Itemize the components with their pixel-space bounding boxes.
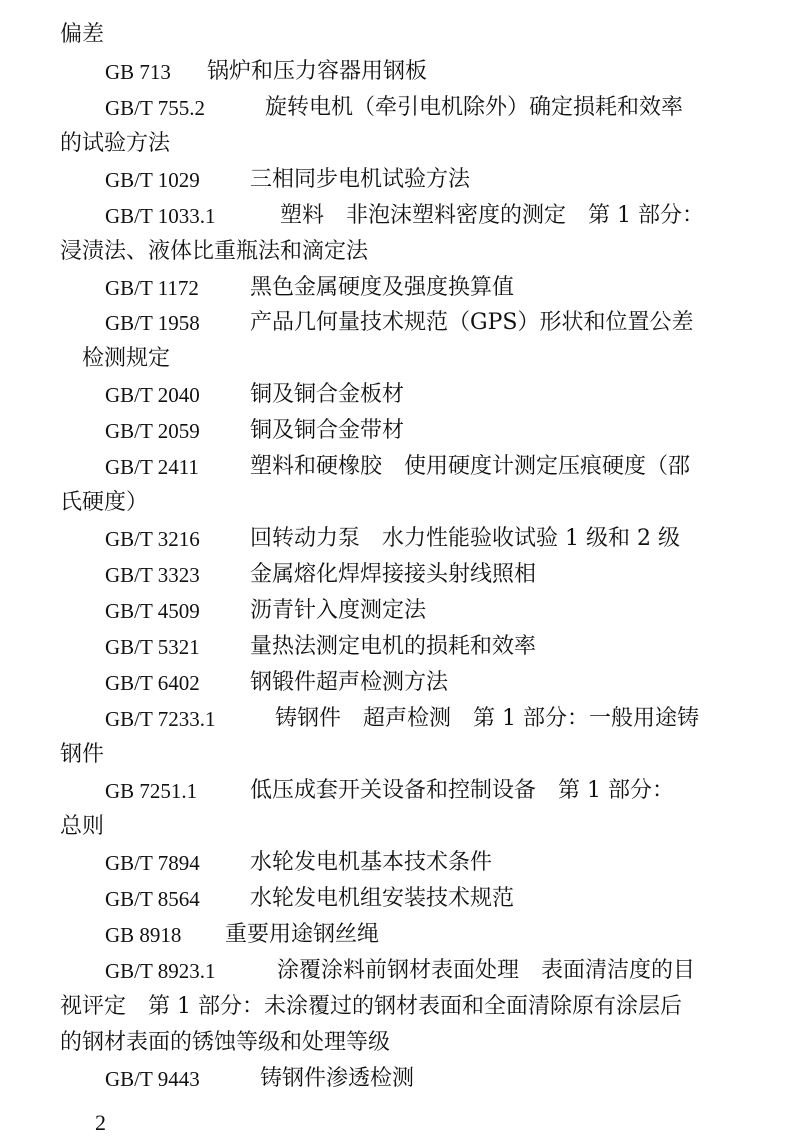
standard-code: GB/T 3323 [105,563,200,587]
standard-continuation [0,1026,790,1060]
standard-code: GB/T 755.2 [105,96,205,120]
standard-title: 量热法测定电机的损耗和效率 [250,634,537,659]
standard-title-continuation: 氏硬度） [60,490,149,515]
standard-title: 黑色金属硬度及强度换算值 [250,275,515,300]
standard-code: GB 8918 [105,923,182,947]
standard-entry [0,450,790,484]
standard-continuation [0,738,790,772]
standard-code: GB/T 1172 [105,276,199,300]
standard-title-continuation: 检测规定 [82,346,171,371]
standard-entry [0,91,790,125]
standard-title: 重要用途钢丝绳 [225,922,380,947]
standard-entry [0,954,790,988]
standard-entry [0,594,790,628]
standard-title: 铸钢件渗透检测 [260,1066,415,1091]
standard-entry [0,630,790,664]
standard-title: 铸钢件 超声检测 第 1 部分：一般用途铸 [275,706,699,731]
standard-entry [0,558,790,592]
standard-entry [0,55,790,89]
standard-title: 产品几何量技术规范（GPS）形状和位置公差 [250,310,694,335]
standard-continuation [0,342,790,376]
standard-continuation [0,486,790,520]
standard-code: GB/T 2040 [105,383,200,407]
standard-entry [0,414,790,448]
standard-title: 沥青针入度测定法 [250,598,427,623]
standard-title: 水轮发电机组安装技术规范 [250,886,515,911]
standard-title: 三相同步电机试验方法 [250,167,471,192]
standard-entry [0,918,790,952]
standard-title: 旋转电机（牵引电机除外）确定损耗和效率 [265,95,684,120]
standard-entry [0,666,790,700]
lead-text: 偏差 [60,22,105,47]
standard-code: GB/T 7894 [105,851,200,875]
standard-code: GB 713 [105,60,171,84]
standard-title: 低压成套开关设备和控制设备 第 1 部分： [250,778,674,803]
standard-entry [0,1062,790,1096]
standard-entry [0,846,790,880]
standard-title-continuation: 浸渍法、液体比重瓶法和滴定法 [60,239,369,264]
standard-code: GB/T 2059 [105,419,200,443]
standard-continuation [0,235,790,269]
standard-title: 塑料和硬橡胶 使用硬度计测定压痕硬度（邵 [250,454,691,479]
standard-title-continuation: 的试验方法 [60,131,171,156]
standard-entry [0,702,790,736]
standard-title: 回转动力泵 水力性能验收试验 1 级和 2 级 [250,526,680,551]
standard-code: GB/T 1033.1 [105,204,216,228]
standard-continuation [0,127,790,161]
standard-code: GB/T 8564 [105,887,200,911]
standard-code: GB/T 1029 [105,168,200,192]
standard-title-continuation: 总则 [60,814,105,839]
standard-title-continuation: 的钢材表面的锈蚀等级和处理等级 [60,1030,391,1055]
standard-title: 锅炉和压力容器用钢板 [207,59,428,84]
standard-code: GB 7251.1 [105,779,198,803]
page-number: 2 [95,1110,106,1135]
standard-entry [0,199,790,233]
standard-title: 铜及铜合金带材 [250,418,405,443]
standard-code: GB/T 8923.1 [105,959,216,983]
standard-code: GB/T 4509 [105,599,200,623]
standard-title: 涂覆涂料前钢材表面处理 表面清洁度的目 [277,958,696,983]
standard-title-continuation: 视评定 第 1 部分：未涂覆过的钢材表面和全面清除原有涂层后 [60,994,682,1019]
standard-title: 铜及铜合金板材 [250,382,405,407]
standard-continuation [0,810,790,844]
standard-code: GB/T 1958 [105,311,200,335]
lead-line [0,18,790,52]
standard-title-continuation: 钢件 [60,742,105,767]
standard-code: GB/T 9443 [105,1067,200,1091]
standard-entry [0,882,790,916]
standard-continuation [0,990,790,1024]
standard-entry [0,378,790,412]
standard-code: GB/T 3216 [105,527,200,551]
standard-title: 水轮发电机基本技术条件 [250,850,493,875]
standard-title: 钢锻件超声检测方法 [250,670,449,695]
standard-title: 金属熔化焊焊接接头射线照相 [250,562,537,587]
standard-entry [0,306,790,340]
standard-code: GB/T 2411 [105,455,199,479]
standard-title: 塑料 非泡沫塑料密度的测定 第 1 部分： [280,203,704,228]
standard-entry [0,163,790,197]
standard-code: GB/T 7233.1 [105,707,216,731]
standard-code: GB/T 5321 [105,635,200,659]
standard-entry [0,522,790,556]
standard-entry [0,271,790,305]
standard-code: GB/T 6402 [105,671,200,695]
standard-entry [0,774,790,808]
